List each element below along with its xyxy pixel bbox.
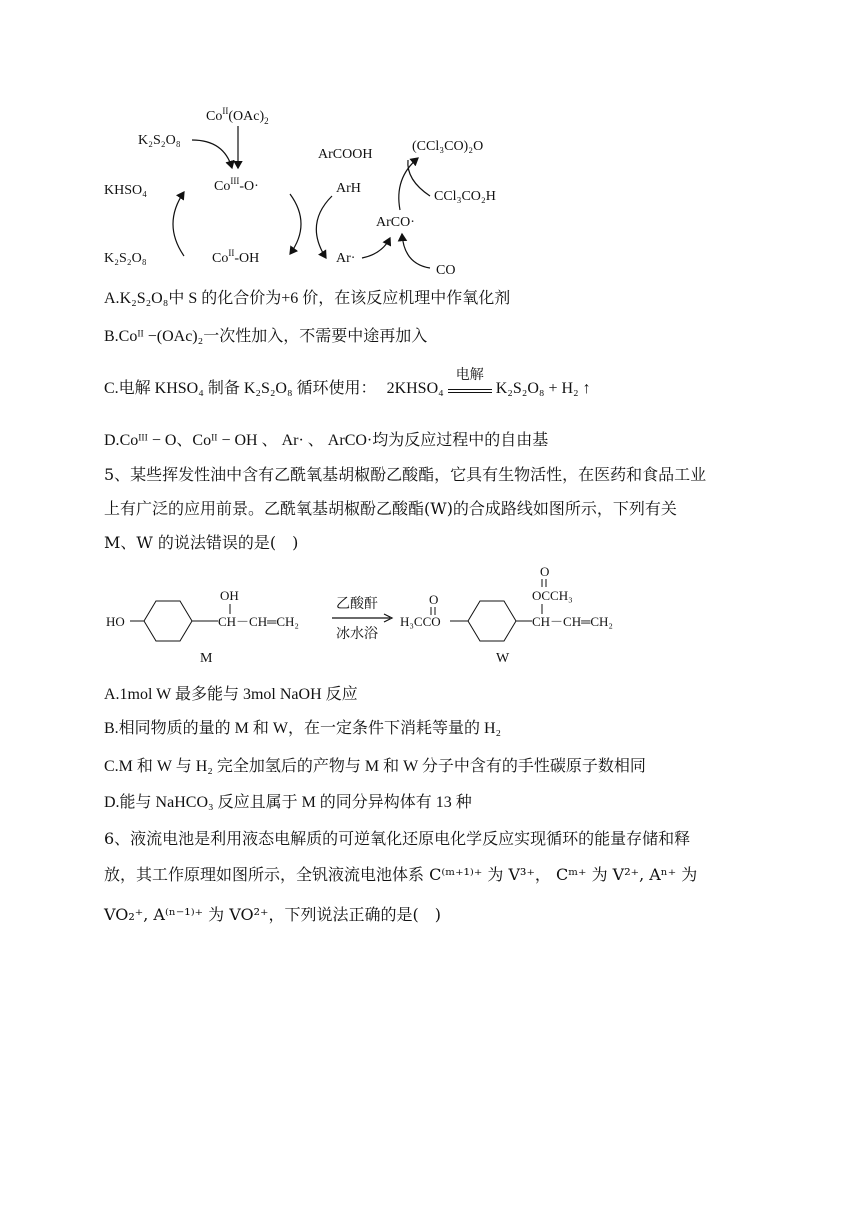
- m-oh-label: OH: [220, 588, 239, 603]
- arrow-right-cycle: [290, 194, 301, 254]
- w-carbonyl-o-1: O: [429, 592, 439, 607]
- q4-option-c: C.电解 KHSO₄ 制备 K₂S₂O₈ 循环使用： 2KHSO₄ 电解 K₂S₂O₈ + H₂ ↑: [104, 368, 591, 397]
- synthesis-scheme: [104, 566, 624, 670]
- ar-radical-label: Ar·: [336, 251, 356, 266]
- ccl3co2h-label: CCl₃CO₂H: [434, 189, 496, 204]
- reagent-bottom: 冰水浴: [336, 626, 378, 642]
- arcooh-label: ArCOOH: [318, 147, 373, 162]
- co-oac2-label: $Co^{II}(OAc)_2$: [206, 106, 269, 126]
- ccl3co2o-label: (CCl₃CO)₂O: [412, 139, 484, 154]
- w-occh3-label: OCCH₃: [532, 588, 573, 603]
- q5-option-b: B.相同物质的量的 M 和 W，在一定条件下消耗等量的 H₂: [104, 720, 502, 737]
- synthesis-diagram: [104, 566, 624, 670]
- w-h3cco-label: H₃CCO: [400, 614, 441, 629]
- q6-stem-line-3: VO₂⁺, A⁽ⁿ⁻¹⁾⁺ 为 VO²⁺，下列说法正确的是( ): [104, 905, 441, 924]
- arh-label: ArH: [336, 181, 361, 196]
- m-label: M: [200, 651, 213, 666]
- w-benzene-ring: [468, 601, 516, 641]
- q4-option-b: B.Coᴵᴵ −(OAc)₂一次性加入，不需要中途再加入: [104, 328, 428, 345]
- co3-o-label: $Co^{III}-O\cdot$: [214, 176, 259, 194]
- khso4-label: KHSO₄: [104, 183, 147, 198]
- arrow-arh-to-ar: [316, 196, 332, 258]
- q5-option-d: D.能与 NaHCO₃ 反应且属于 M 的同分异构体有 13 种: [104, 794, 472, 811]
- mechanism-figure: [100, 98, 520, 280]
- q4-option-d: D.Coᴵᴵᴵ − O、Coᴵᴵ − OH 、 Ar· 、 ArCO·均为反应过程中的自由基: [104, 432, 549, 449]
- w-chain-label: CH－CH═CH₂: [532, 614, 613, 629]
- k2s2o8-bottom-label: K₂S₂O₈: [104, 251, 147, 266]
- q6-stem-line-1: 6、液流电池是利用液态电解质的可逆氧化还原电化学反应实现循环的能量存储和释: [104, 829, 691, 848]
- q6-stem-line-2: 放，其工作原理如图所示，全钒液流电池体系 C⁽ᵐ⁺¹⁾⁺ 为 V³⁺， Cᵐ⁺ 为 V²⁺, Aⁿ⁺ 为: [104, 865, 698, 884]
- arco-radical-label: ArCO·: [376, 215, 415, 230]
- arrow-ar-to-arco: [362, 238, 390, 258]
- q5-stem-line-2: 上有广泛的应用前景。乙酰氧基胡椒酚乙酸酯(W)的合成路线如图所示，下列有关: [104, 499, 677, 518]
- electrolysis-condition: 电解: [448, 381, 492, 393]
- q5-stem-line-3: M、W 的说法错误的是( ): [104, 533, 299, 552]
- co2-oh-label: $Co^{II}-OH$: [212, 248, 260, 266]
- arrow-left-cycle: [173, 192, 184, 256]
- co-label: CO: [436, 263, 456, 278]
- w-label: W: [496, 651, 510, 666]
- k2s2o8-top-label: K₂S₂O₈: [138, 133, 181, 148]
- arrow-k2s2o8-in: [192, 140, 232, 168]
- q5-option-a: A.1mol W 最多能与 3mol NaOH 反应: [104, 686, 358, 703]
- q5-stem-line-1: 5、某些挥发性油中含有乙酰氧基胡椒酚乙酸酯，它具有生物活性，在医药和食品工业: [104, 465, 707, 484]
- m-ho-label: HO: [106, 614, 125, 629]
- q4-option-a: A.K₂S₂O₈中 S 的化合价为+6 价，在该反应机理中作氧化剂: [104, 290, 511, 307]
- w-carbonyl-o-2: O: [540, 566, 550, 579]
- m-chain-label: CH－CH═CH₂: [218, 614, 299, 629]
- m-benzene-ring: [144, 601, 192, 641]
- mechanism-diagram: [100, 98, 520, 280]
- arrow-co-in: [402, 234, 430, 268]
- q5-option-c: C.M 和 W 与 H₂ 完全加氢后的产物与 M 和 W 分子中含有的手性碳原子数相同: [104, 758, 646, 775]
- reagent-top: 乙酸酐: [336, 596, 378, 612]
